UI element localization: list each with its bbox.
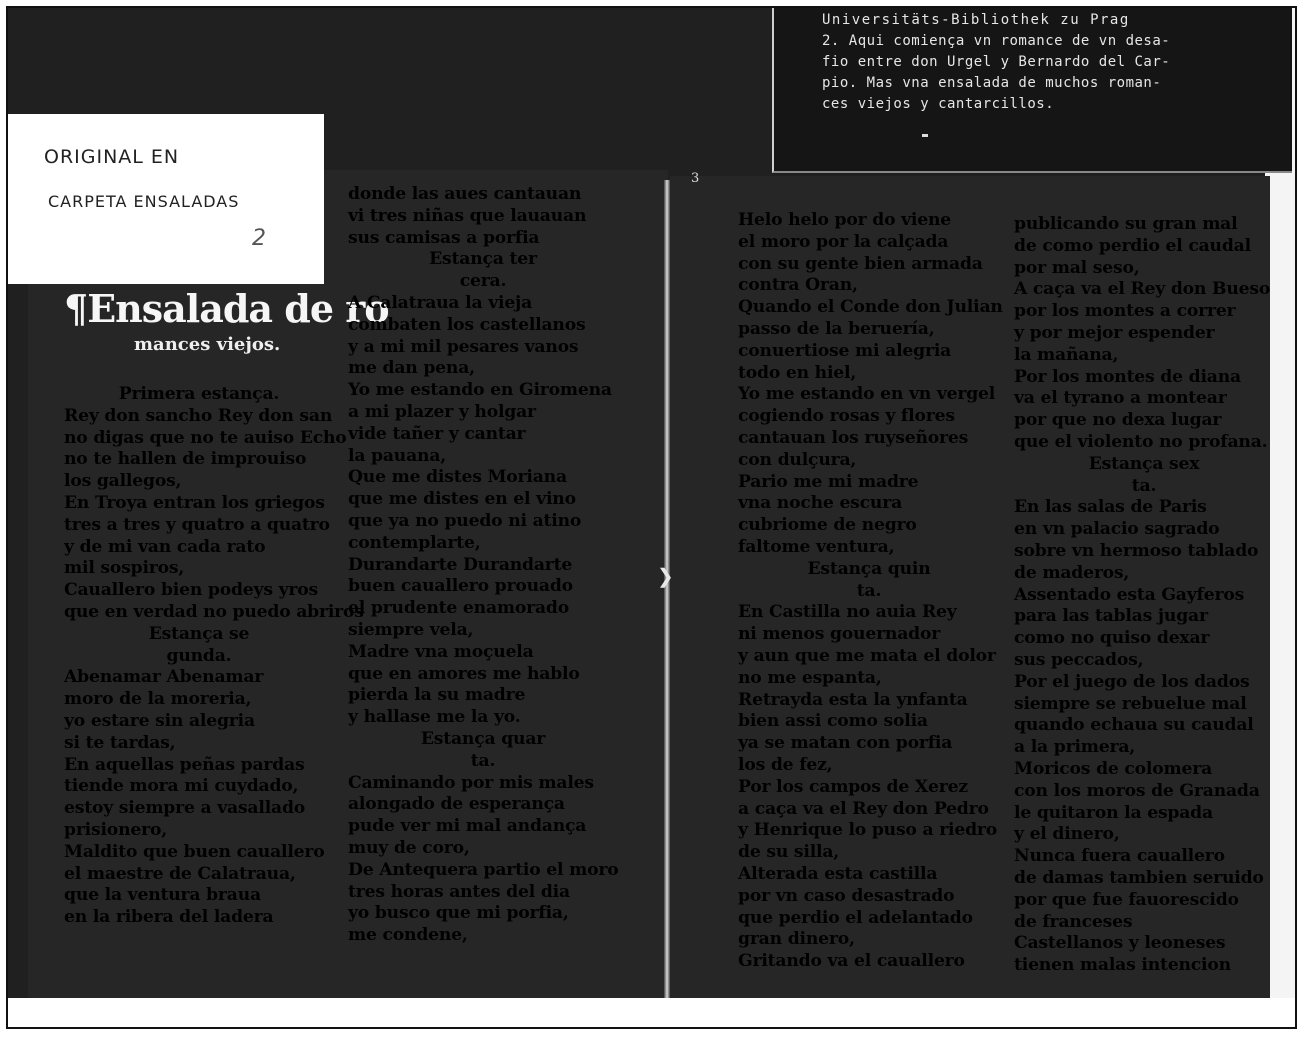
verse-line: ya se matan con porfia bbox=[738, 733, 953, 754]
verse-line: vide tañer y cantar bbox=[348, 423, 526, 444]
verse-line: moro de la moreria, bbox=[64, 689, 252, 710]
verse-line: pude ver mi mal andança bbox=[348, 816, 587, 837]
verse-line: Gritando va el cauallero bbox=[738, 951, 965, 972]
verse-line: en la ribera del ladera bbox=[64, 907, 274, 928]
title-text: Ensalada de ro bbox=[87, 286, 389, 331]
verse-line: con su gente bien armada bbox=[738, 253, 983, 274]
verse-line: con los moros de Granada bbox=[1014, 780, 1260, 801]
verse-line: y a mi mil pesares vanos bbox=[348, 336, 579, 357]
verse-line: quando echaua su caudal bbox=[1014, 715, 1254, 736]
verse-line: En aquellas peñas pardas bbox=[64, 754, 305, 775]
verse-line: que perdio el adelantado bbox=[738, 907, 973, 928]
section-heading: Estança ter bbox=[429, 249, 537, 270]
verse-line: y hallase me la yo. bbox=[348, 707, 521, 728]
verse-line: con dulçura, bbox=[738, 449, 857, 470]
verse-line: estoy siempre a vasallado bbox=[64, 798, 306, 819]
verse-line: bien assi como solia bbox=[738, 711, 928, 732]
verse-line: no digas que no te auiso Echo bbox=[64, 427, 347, 448]
text-column-1 bbox=[64, 384, 364, 929]
verse-line: la pauana, bbox=[348, 445, 447, 466]
catalog-card bbox=[772, 8, 1292, 173]
verse-line: prisionero, bbox=[64, 819, 168, 840]
verse-line: donde las aues cantauan bbox=[348, 184, 582, 204]
verse-line: yo busco que mi porfia, bbox=[348, 903, 569, 924]
verse-line: a la primera, bbox=[1014, 737, 1136, 758]
verse-line: el moro por la calçada bbox=[738, 231, 949, 252]
card-line: 2. Aqui comiença vn romance de vn desa- bbox=[822, 33, 1171, 49]
verse-line: cubriome de negro bbox=[738, 515, 917, 536]
verse-line: los de fez, bbox=[738, 754, 833, 775]
verse-line: a mi plazer y holgar bbox=[348, 401, 536, 422]
verse-line: combaten los castellanos bbox=[348, 314, 586, 335]
text-column-2 bbox=[348, 184, 618, 947]
verse-line: En Troya entran los griegos bbox=[64, 492, 325, 513]
section-heading: Estança quin bbox=[807, 558, 931, 579]
verse-line: Helo helo por do viene bbox=[738, 210, 952, 230]
fold-ornament-icon: ❯ bbox=[657, 564, 674, 588]
verse-line: Que me distes Moriana bbox=[348, 467, 567, 488]
text-column-4 bbox=[1014, 214, 1274, 977]
verse-line: si te tardas, bbox=[64, 732, 176, 753]
verse-line: me condene, bbox=[348, 925, 468, 946]
verse-line: y Henrique lo puso a riedro bbox=[738, 820, 998, 841]
verse-line: sobre vn hermoso tablado bbox=[1014, 540, 1259, 561]
verse-line: A Calatraua la vieja bbox=[348, 292, 533, 313]
verse-line: y aun que me mata el dolor bbox=[738, 645, 996, 666]
verse-line: tiende mora mi cuydado, bbox=[64, 776, 299, 797]
verse-line: tienen malas intencion bbox=[1014, 955, 1231, 976]
verse-line: Cauallero bien podeys yros bbox=[64, 580, 318, 601]
verse-line: mil sospiros, bbox=[64, 558, 185, 579]
text-column-3 bbox=[738, 210, 1003, 973]
verse-line: ni menos gouernador bbox=[738, 624, 941, 645]
section-heading: Primera estança. bbox=[118, 384, 280, 404]
verse-line: la mañana, bbox=[1014, 344, 1119, 365]
verse-line: Por los campos de Xerez bbox=[738, 776, 968, 797]
card-line: ces viejos y cantarcillos. bbox=[822, 96, 1055, 112]
verse-line: de damas tambien seruido bbox=[1014, 867, 1264, 888]
verse-line: en vn palacio sagrado bbox=[1014, 519, 1220, 540]
verse-line: que la ventura braua bbox=[64, 885, 261, 906]
card-line-library: Universitäts-Bibliothek zu Prag bbox=[822, 12, 1130, 28]
section-heading: ta. bbox=[856, 580, 882, 601]
section-heading: gunda. bbox=[166, 645, 232, 666]
verse-line: alongado de esperança bbox=[348, 794, 565, 815]
verse-line: y por mejor espender bbox=[1014, 322, 1215, 343]
verse-line: como no quiso dexar bbox=[1014, 628, 1210, 649]
verse-line: contra Oran, bbox=[738, 275, 858, 296]
verse-line: conuertiose mi alegria bbox=[738, 340, 952, 361]
verse-line: muy de coro, bbox=[348, 837, 470, 858]
verse-line: no te hallen de improuiso bbox=[64, 449, 307, 470]
verse-line: a caça va el Rey don Pedro bbox=[738, 798, 989, 819]
verse-line: vna noche escura bbox=[738, 493, 903, 514]
verse-line: Retrayda esta la ynfanta bbox=[738, 689, 968, 710]
verse-line: sus peccados, bbox=[1014, 649, 1144, 670]
verse-line: el prudente enamorado bbox=[348, 598, 570, 619]
verse-line: Alterada esta castilla bbox=[738, 863, 938, 884]
verse-line: le quitaron la espada bbox=[1014, 802, 1213, 823]
verse-line: Moricos de colomera bbox=[1014, 758, 1213, 779]
verse-line: Maldito que buen cauallero bbox=[64, 841, 325, 862]
scan-frame bbox=[6, 6, 1297, 1029]
verse-line: por que fue fauorescido bbox=[1014, 889, 1239, 910]
verse-line: Por los montes de diana bbox=[1014, 366, 1241, 387]
verse-line: gran dinero, bbox=[738, 929, 855, 950]
verse-line: los gallegos, bbox=[64, 471, 182, 492]
note-line-1: ORIGINAL EN bbox=[44, 146, 180, 168]
verse-line: yo estare sin alegria bbox=[64, 710, 255, 731]
verse-line: de como perdio el caudal bbox=[1014, 235, 1251, 256]
verse-line: y de mi van cada rato bbox=[64, 536, 266, 557]
verse-line: siempre se rebuelue mal bbox=[1014, 693, 1247, 714]
verse-line: Quando el Conde don Julian bbox=[738, 297, 1003, 318]
book-fold bbox=[664, 180, 670, 1002]
section-heading: Estança se bbox=[148, 623, 250, 644]
verse-line: y el dinero, bbox=[1014, 824, 1120, 845]
page-subtitle: mances viejos. bbox=[134, 334, 281, 355]
verse-line: passo de la beruería, bbox=[738, 318, 935, 339]
verse-line: faltome ventura, bbox=[738, 536, 895, 557]
verse-line: Pario me mi madre bbox=[738, 471, 919, 492]
verse-line: Caminando por mis males bbox=[348, 772, 594, 793]
verse-line: cogiendo rosas y flores bbox=[738, 406, 955, 427]
section-heading: Estança quar bbox=[420, 728, 546, 749]
verse-line: contemplarte, bbox=[348, 532, 481, 553]
card-line: pio. Mas vna ensalada de muchos roman- bbox=[822, 75, 1162, 91]
verse-line: Yo me estando en vn vergel bbox=[738, 384, 996, 405]
verse-line: Assentado esta Gayferos bbox=[1014, 584, 1245, 605]
verse-line: que en amores me hablo bbox=[348, 663, 580, 684]
verse-line: de su silla, bbox=[738, 842, 840, 863]
verse-line: buen cauallero prouado bbox=[348, 576, 573, 597]
verse-line: Por el juego de los dados bbox=[1014, 671, 1250, 692]
verse-line: que ya no puedo ni atino bbox=[348, 510, 582, 531]
verse-line: vi tres niñas que lauauan bbox=[348, 205, 587, 226]
verse-line: Madre vna moçuela bbox=[348, 641, 534, 662]
scan-margin-bottom bbox=[8, 998, 1295, 1029]
verse-line: En Castilla no auia Rey bbox=[738, 602, 957, 623]
section-heading: ta. bbox=[1131, 475, 1157, 496]
verse-line: tres a tres y quatro a quatro bbox=[64, 514, 330, 535]
verse-line: siempre vela, bbox=[348, 619, 474, 640]
note-line-2: CARPETA ENSALADAS bbox=[48, 192, 240, 211]
verse-line: En las salas de Paris bbox=[1014, 497, 1207, 518]
verse-line: que me distes en el vino bbox=[348, 489, 576, 510]
verse-line: por los montes a correr bbox=[1014, 301, 1236, 322]
verse-line: Nunca fuera cauallero bbox=[1014, 846, 1225, 867]
verse-line: no me espanta, bbox=[738, 667, 882, 688]
verse-line: que en verdad no puedo abriros bbox=[64, 601, 364, 622]
verse-line: el maestre de Calatraua, bbox=[64, 863, 296, 884]
verse-line: pierda la su madre bbox=[348, 685, 526, 706]
verse-line: Abenamar Abenamar bbox=[64, 667, 264, 688]
verse-line: cantauan los ruyseñores bbox=[738, 427, 969, 448]
page-number: 3 bbox=[691, 171, 700, 186]
verse-line: que el violento no profana. bbox=[1014, 431, 1268, 452]
verse-line: por que no dexa lugar bbox=[1014, 410, 1222, 431]
verse-line: Castellanos y leoneses bbox=[1014, 933, 1226, 954]
card-mark bbox=[922, 134, 928, 137]
verse-line: me dan pena, bbox=[348, 358, 475, 379]
verse-line: Durandarte Durandarte bbox=[348, 554, 573, 575]
page-title: ¶Ensalada de ro bbox=[64, 286, 389, 331]
verse-line: Rey don sancho Rey don san bbox=[64, 405, 333, 426]
verse-line: de maderos, bbox=[1014, 562, 1130, 583]
section-heading: Estança sex bbox=[1088, 453, 1200, 474]
verse-line: A caça va el Rey don Bueso bbox=[1014, 279, 1271, 300]
handwritten-note bbox=[8, 114, 324, 284]
verse-line: De Antequera partio el moro bbox=[348, 859, 619, 880]
verse-line: todo en hiel, bbox=[738, 362, 857, 383]
verse-line: por vn caso desastrado bbox=[738, 885, 955, 906]
verse-line: por mal seso, bbox=[1014, 257, 1140, 278]
section-heading: cera. bbox=[459, 271, 507, 292]
verse-line: va el tyrano a montear bbox=[1014, 388, 1227, 409]
verse-line: sus camisas a porfia bbox=[348, 227, 540, 248]
verse-line: Yo me estando en Giromena bbox=[348, 380, 612, 401]
note-line-3: 2 bbox=[252, 226, 266, 251]
verse-line: tres horas antes del dia bbox=[348, 881, 570, 902]
verse-line: de franceses bbox=[1014, 911, 1133, 932]
card-line: fio entre don Urgel y Bernardo del Car- bbox=[822, 54, 1171, 70]
verse-line: para las tablas jugar bbox=[1014, 606, 1208, 627]
verse-line: publicando su gran mal bbox=[1014, 214, 1238, 234]
section-heading: ta. bbox=[470, 750, 496, 771]
